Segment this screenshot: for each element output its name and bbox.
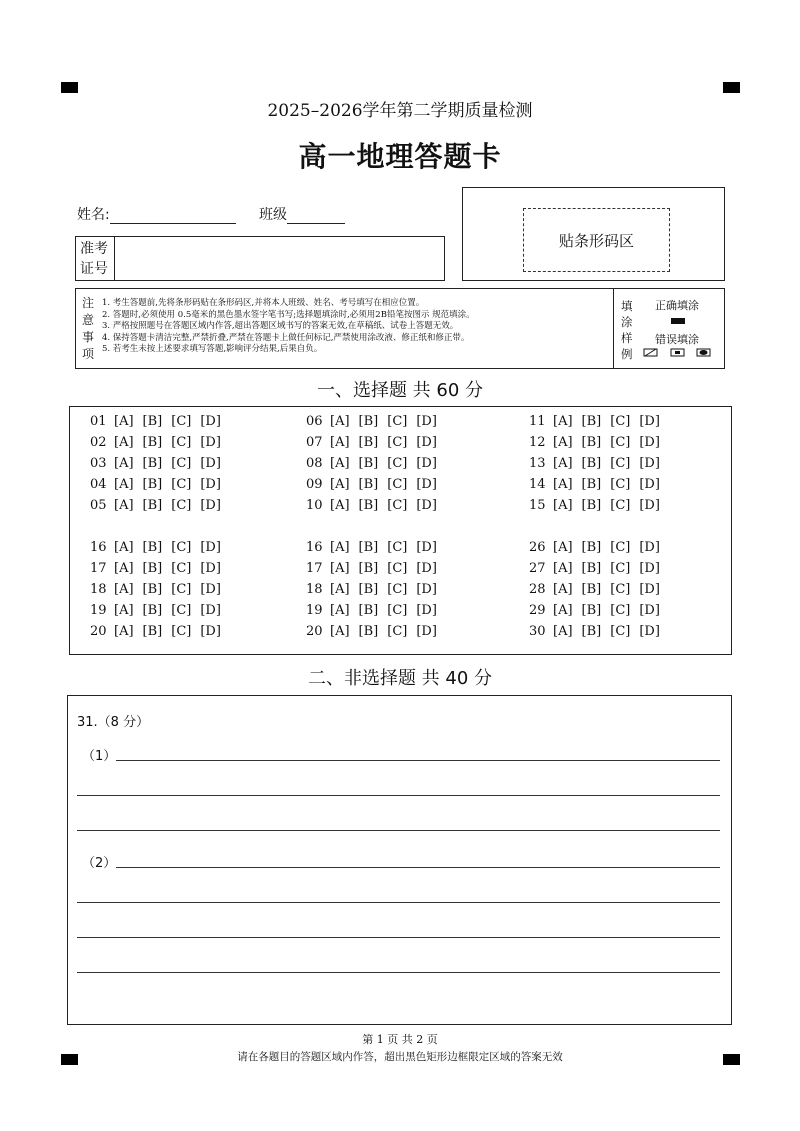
choice-option-bubble[interactable]: [C] — [387, 624, 408, 639]
name-label: 姓名: — [77, 207, 110, 223]
question-number: 26 — [529, 540, 546, 555]
part-1-label: （1） — [82, 749, 117, 764]
choice-option-bubble[interactable]: [B] — [142, 414, 163, 429]
choice-option-bubble[interactable]: [A] — [114, 498, 134, 513]
choice-option-bubble[interactable]: [D] — [639, 477, 660, 492]
question-number: 02 — [90, 435, 107, 450]
class-label: 班级 — [259, 207, 287, 223]
registration-mark-top-left — [61, 82, 78, 93]
choice-option-bubble[interactable]: [C] — [171, 540, 192, 555]
question-number: 17 — [90, 561, 107, 576]
question-number: 20 — [90, 624, 107, 639]
choice-option-bubble[interactable]: [B] — [581, 498, 602, 513]
choice-option-bubble[interactable]: [D] — [200, 540, 221, 555]
choice-option-bubble[interactable]: [D] — [416, 456, 437, 471]
choice-option-bubble[interactable]: [A] — [330, 561, 350, 576]
choice-option-bubble[interactable]: [C] — [171, 624, 192, 639]
question-number: 06 — [306, 414, 323, 429]
choice-option-bubble[interactable]: [C] — [610, 414, 631, 429]
choice-row — [90, 432, 230, 453]
exam-id-divider — [114, 237, 115, 280]
exam-title: 2025–2026学年第二学期质量检测 — [267, 101, 533, 121]
choice-column — [529, 411, 669, 516]
registration-mark-top-right — [723, 82, 740, 93]
choice-row — [306, 537, 446, 558]
choice-option-bubble[interactable]: [A] — [114, 414, 134, 429]
question-number: 30 — [529, 624, 546, 639]
choice-option-bubble[interactable]: [B] — [358, 435, 379, 450]
question-number: 16 — [306, 540, 323, 555]
question-number: 20 — [306, 624, 323, 639]
choice-option-bubble[interactable]: [D] — [200, 456, 221, 471]
choice-option-bubble[interactable]: [B] — [581, 456, 602, 471]
answer-line[interactable] — [116, 760, 720, 761]
question-number: 29 — [529, 603, 546, 618]
fill-example-label-char: 例 — [621, 347, 633, 361]
choice-option-bubble[interactable]: [B] — [142, 498, 163, 513]
choice-column — [306, 537, 446, 642]
choice-option-bubble[interactable]: [B] — [142, 540, 163, 555]
choice-option-bubble[interactable]: [D] — [200, 624, 221, 639]
fill-example-label-char: 样 — [621, 331, 633, 345]
choice-option-bubble[interactable]: [C] — [171, 582, 192, 597]
choice-option-bubble[interactable]: [B] — [142, 603, 163, 618]
choice-option-bubble[interactable]: [B] — [358, 603, 379, 618]
question-number: 16 — [90, 540, 107, 555]
choice-option-bubble[interactable]: [A] — [330, 456, 350, 471]
choice-option-bubble[interactable]: [C] — [387, 561, 408, 576]
choice-option-bubble[interactable]: [A] — [553, 624, 573, 639]
answer-line[interactable] — [116, 867, 720, 868]
choice-option-bubble[interactable]: [D] — [639, 603, 660, 618]
choice-option-bubble[interactable]: [C] — [610, 498, 631, 513]
choice-option-bubble[interactable]: [D] — [639, 498, 660, 513]
choice-option-bubble[interactable]: [A] — [553, 582, 573, 597]
choice-option-bubble[interactable]: [D] — [416, 624, 437, 639]
choice-answer-box — [69, 406, 732, 655]
choice-option-bubble[interactable]: [A] — [330, 540, 350, 555]
choice-option-bubble[interactable]: [D] — [200, 414, 221, 429]
choice-option-bubble[interactable]: [D] — [416, 435, 437, 450]
answer-line[interactable] — [77, 795, 720, 796]
choice-option-bubble[interactable]: [A] — [114, 603, 134, 618]
choice-row — [306, 453, 446, 474]
choice-option-bubble[interactable]: [A] — [553, 477, 573, 492]
choice-option-bubble[interactable]: [C] — [171, 435, 192, 450]
answer-line[interactable] — [77, 937, 720, 938]
choice-option-bubble[interactable]: [B] — [142, 561, 163, 576]
choice-column — [90, 411, 230, 516]
choice-option-bubble[interactable]: [B] — [581, 477, 602, 492]
choice-row — [90, 453, 230, 474]
choice-option-bubble[interactable]: [C] — [387, 582, 408, 597]
choice-row — [529, 558, 669, 579]
choice-option-bubble[interactable]: [C] — [387, 435, 408, 450]
choice-option-bubble[interactable]: [A] — [114, 435, 134, 450]
choice-option-bubble[interactable]: [C] — [387, 456, 408, 471]
choice-option-bubble[interactable]: [D] — [639, 456, 660, 471]
choice-option-bubble[interactable]: [C] — [610, 456, 631, 471]
choice-row — [90, 600, 230, 621]
question-number: 10 — [306, 498, 323, 513]
question-number: 13 — [529, 456, 546, 471]
barcode-sticker-zone — [523, 208, 670, 272]
choice-option-bubble[interactable]: [B] — [581, 561, 602, 576]
card-title: 高一地理答题卡 — [298, 140, 502, 173]
footer-note: 请在各题目的答题区域内作答，超出黑色矩形边框限定区域的答案无效 — [237, 1051, 563, 1063]
notes-label-char: 事 — [82, 330, 95, 344]
choice-option-bubble[interactable]: [A] — [330, 477, 350, 492]
choice-row — [306, 474, 446, 495]
choice-option-bubble[interactable]: [D] — [200, 603, 221, 618]
choice-option-bubble[interactable]: [A] — [330, 603, 350, 618]
choice-option-bubble[interactable]: [A] — [114, 456, 134, 471]
choice-option-bubble[interactable]: [A] — [553, 456, 573, 471]
choice-option-bubble[interactable]: [C] — [610, 435, 631, 450]
choice-option-bubble[interactable]: [C] — [610, 540, 631, 555]
choice-row — [529, 432, 669, 453]
notes-label — [82, 295, 96, 363]
choice-row — [529, 537, 669, 558]
choice-row — [529, 600, 669, 621]
choice-option-bubble[interactable]: [D] — [416, 561, 437, 576]
choice-row — [529, 495, 669, 516]
exam-id-label — [80, 239, 108, 279]
choice-option-bubble[interactable]: [A] — [553, 498, 573, 513]
notes-item: 5. 若考生未按上述要求填写答题,影响评分结果,后果自负。 — [102, 344, 323, 354]
notes-divider — [613, 289, 614, 368]
wrong-fill-label: 错误填涂 — [655, 333, 699, 346]
choice-option-bubble[interactable]: [C] — [171, 414, 192, 429]
notes-item: 3. 严格按照题号在答题区域内作答,超出答题区域书写的答案无效,在草稿纸、试卷上答题无效。 — [102, 321, 459, 331]
exam-id-label-line2: 证号 — [80, 261, 108, 277]
notes-label-char: 项 — [82, 347, 95, 361]
choice-option-bubble[interactable]: [D] — [639, 624, 660, 639]
choice-row — [529, 453, 669, 474]
question-number: 05 — [90, 498, 107, 513]
choice-option-bubble[interactable]: [B] — [358, 477, 379, 492]
choice-option-bubble[interactable]: [A] — [330, 582, 350, 597]
question-number: 08 — [306, 456, 323, 471]
choice-option-bubble[interactable]: [A] — [330, 498, 350, 513]
choice-row — [306, 411, 446, 432]
choice-option-bubble[interactable]: [A] — [114, 540, 134, 555]
barcode-area — [462, 187, 725, 281]
fill-example-label-char: 填 — [621, 299, 633, 313]
exam-id-label-line1: 准考 — [80, 241, 108, 257]
class-field[interactable] — [259, 204, 345, 224]
question-number: 18 — [306, 582, 323, 597]
choice-row — [90, 579, 230, 600]
choice-row — [529, 474, 669, 495]
question-31-label: 31.（8 分） — [77, 715, 150, 730]
choice-row — [90, 411, 230, 432]
fill-example-label — [621, 298, 635, 362]
free-response-box[interactable] — [67, 695, 732, 1025]
choice-row — [90, 621, 230, 642]
choice-option-bubble[interactable]: [A] — [114, 582, 134, 597]
choice-option-bubble[interactable]: [A] — [553, 435, 573, 450]
choice-option-bubble[interactable]: [C] — [171, 561, 192, 576]
choice-row — [306, 432, 446, 453]
question-number: 01 — [90, 414, 107, 429]
choice-option-bubble[interactable]: [D] — [416, 603, 437, 618]
choice-option-bubble[interactable]: [B] — [358, 561, 379, 576]
choice-option-bubble[interactable]: [B] — [142, 477, 163, 492]
choice-option-bubble[interactable]: [A] — [330, 414, 350, 429]
choice-row — [306, 600, 446, 621]
question-number: 09 — [306, 477, 323, 492]
choice-row — [529, 579, 669, 600]
choice-option-bubble[interactable]: [C] — [610, 603, 631, 618]
choice-option-bubble[interactable]: [B] — [358, 498, 379, 513]
question-number: 18 — [90, 582, 107, 597]
choice-option-bubble[interactable]: [D] — [200, 435, 221, 450]
choice-option-bubble[interactable]: [C] — [171, 477, 192, 492]
choice-option-bubble[interactable]: [D] — [416, 540, 437, 555]
section1-title: 一、选择题 共 60 分 — [316, 380, 484, 401]
class-line — [287, 209, 345, 224]
barcode-label: 贴条形码区 — [558, 231, 634, 250]
choice-option-bubble[interactable]: [C] — [387, 603, 408, 618]
choice-option-bubble[interactable]: [B] — [142, 582, 163, 597]
choice-row — [90, 495, 230, 516]
question-number: 12 — [529, 435, 546, 450]
choice-option-bubble[interactable]: [A] — [330, 435, 350, 450]
choice-option-bubble[interactable]: [B] — [358, 624, 379, 639]
choice-row — [90, 558, 230, 579]
choice-row — [306, 558, 446, 579]
choice-column — [529, 537, 669, 642]
choice-option-bubble[interactable]: [D] — [639, 414, 660, 429]
choice-option-bubble[interactable]: [D] — [416, 477, 437, 492]
page-number: 第 1 页 共 2 页 — [362, 1033, 438, 1046]
question-number: 19 — [90, 603, 107, 618]
choice-option-bubble[interactable]: [D] — [416, 582, 437, 597]
choice-option-bubble[interactable]: [B] — [581, 582, 602, 597]
choice-option-bubble[interactable]: [C] — [387, 540, 408, 555]
question-number: 28 — [529, 582, 546, 597]
correct-fill-label: 正确填涂 — [655, 299, 699, 312]
choice-option-bubble[interactable]: [B] — [581, 414, 602, 429]
choice-row — [90, 474, 230, 495]
choice-option-bubble[interactable]: [D] — [639, 435, 660, 450]
choice-option-bubble[interactable]: [A] — [553, 561, 573, 576]
choice-option-bubble[interactable]: [D] — [639, 540, 660, 555]
question-number: 04 — [90, 477, 107, 492]
question-number: 15 — [529, 498, 546, 513]
choice-column — [90, 537, 230, 642]
choice-option-bubble[interactable]: [C] — [171, 498, 192, 513]
notes-box — [75, 288, 725, 369]
notes-label-char: 意 — [82, 313, 95, 327]
question-number: 17 — [306, 561, 323, 576]
choice-option-bubble[interactable]: [C] — [610, 477, 631, 492]
choice-option-bubble[interactable]: [C] — [387, 477, 408, 492]
choice-option-bubble[interactable]: [C] — [171, 603, 192, 618]
choice-option-bubble[interactable]: [A] — [553, 414, 573, 429]
choice-column — [306, 411, 446, 516]
choice-option-bubble[interactable]: [D] — [200, 561, 221, 576]
choice-option-bubble[interactable]: [D] — [200, 498, 221, 513]
choice-option-bubble[interactable]: [C] — [610, 624, 631, 639]
section2-title: 二、非选择题 共 40 分 — [307, 668, 493, 689]
choice-row — [306, 579, 446, 600]
choice-option-bubble[interactable]: [C] — [610, 561, 631, 576]
choice-row — [529, 621, 669, 642]
name-line — [110, 209, 236, 224]
fill-example-label-char: 涂 — [621, 315, 633, 329]
choice-option-bubble[interactable]: [B] — [581, 540, 602, 555]
choice-option-bubble[interactable]: [A] — [553, 540, 573, 555]
question-number: 07 — [306, 435, 323, 450]
name-field[interactable] — [77, 204, 236, 224]
choice-option-bubble[interactable]: [B] — [142, 624, 163, 639]
exam-id-box[interactable] — [75, 236, 445, 281]
question-number: 27 — [529, 561, 546, 576]
choice-option-bubble[interactable]: [A] — [330, 624, 350, 639]
choice-option-bubble[interactable]: [B] — [581, 435, 602, 450]
choice-option-bubble[interactable]: [D] — [416, 414, 437, 429]
answer-line[interactable] — [77, 972, 720, 973]
notes-label-char: 注 — [82, 296, 95, 310]
choice-row — [529, 411, 669, 432]
choice-option-bubble[interactable]: [A] — [553, 603, 573, 618]
choice-option-bubble[interactable]: [D] — [639, 582, 660, 597]
choice-option-bubble[interactable]: [C] — [610, 582, 631, 597]
notes-list — [102, 298, 612, 356]
notes-item: 1. 考生答题前,先将条形码贴在条形码区,并将本人班级、姓名、考号填写在相应位置。 — [102, 298, 425, 308]
choice-option-bubble[interactable]: [B] — [358, 582, 379, 597]
choice-option-bubble[interactable]: [B] — [142, 456, 163, 471]
choice-option-bubble[interactable]: [B] — [142, 435, 163, 450]
choice-option-bubble[interactable]: [B] — [358, 540, 379, 555]
question-number: 19 — [306, 603, 323, 618]
choice-option-bubble[interactable]: [A] — [114, 477, 134, 492]
choice-option-bubble[interactable]: [D] — [200, 582, 221, 597]
choice-option-bubble[interactable]: [C] — [387, 414, 408, 429]
notes-item: 4. 保持答题卡清洁完整,严禁折叠,严禁在答题卡上做任何标记,严禁使用涂改液、修正纸和修正带。 — [102, 332, 470, 343]
choice-option-bubble[interactable]: [B] — [358, 456, 379, 471]
choice-option-bubble[interactable]: [D] — [200, 477, 221, 492]
choice-option-bubble[interactable]: [B] — [358, 414, 379, 429]
wrong-fill-samples — [643, 347, 715, 359]
choice-option-bubble[interactable]: [A] — [114, 561, 134, 576]
choice-option-bubble[interactable]: [B] — [581, 624, 602, 639]
question-number: 03 — [90, 456, 107, 471]
question-number: 11 — [529, 414, 546, 429]
choice-option-bubble[interactable]: [D] — [639, 561, 660, 576]
part-2-label: （2） — [82, 856, 117, 871]
answer-line[interactable] — [77, 902, 720, 903]
choice-option-bubble[interactable]: [C] — [171, 456, 192, 471]
choice-option-bubble[interactable]: [D] — [416, 498, 437, 513]
choice-row — [90, 537, 230, 558]
choice-option-bubble[interactable]: [C] — [387, 498, 408, 513]
choice-row — [306, 495, 446, 516]
notes-item: 2. 答题时,必须使用 0.5毫米的黑色墨水签字笔书写;选择题填涂时,必须用2B铅笔按图示 规范填涂。 — [102, 309, 475, 320]
answer-line[interactable] — [77, 830, 720, 831]
correct-fill-sample — [671, 318, 685, 324]
choice-option-bubble[interactable]: [B] — [581, 603, 602, 618]
choice-row — [306, 621, 446, 642]
choice-option-bubble[interactable]: [A] — [114, 624, 134, 639]
question-number: 14 — [529, 477, 546, 492]
